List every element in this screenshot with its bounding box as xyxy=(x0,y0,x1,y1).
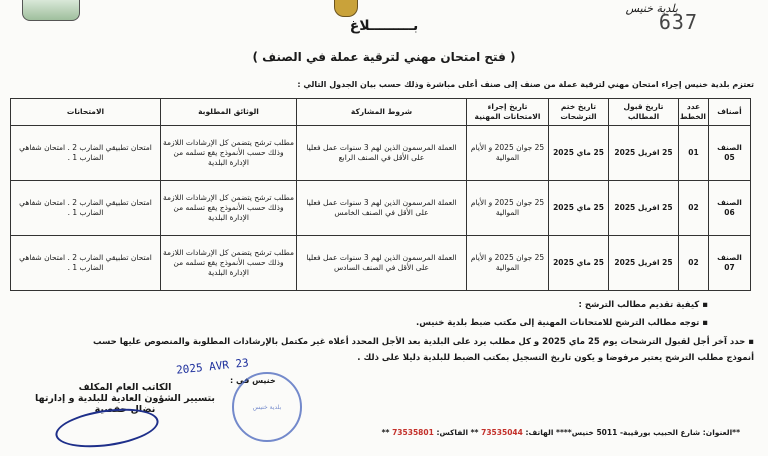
cell-conditions: العملة المرسمون الذين لهم 3 سنوات عمل فعليا على الأقل في الصنف الرابع xyxy=(297,126,467,181)
page-subtitle: ( فتح امتحان مهني لترقية عملة في الصنف ) xyxy=(252,50,516,64)
cell-category: الصنف 05 xyxy=(709,126,751,181)
cell-close-date: 25 ماي 2025 xyxy=(549,181,609,236)
cell-conditions: العملة المرسمون الذين لهم 3 سنوات عمل فعليا على الأقل في الصنف السادس xyxy=(297,236,467,291)
cell-exams: امتحان تطبيقي الضارب 2 . امتحان شفاهي الضارب 1 . xyxy=(11,181,161,236)
page-title: بـــــــــلاغ xyxy=(349,18,419,34)
cell-exam-date: 25 جوان 2025 و الأيام الموالية xyxy=(467,181,549,236)
cell-documents: مطلب ترشح يتضمن كل الإرشادات اللازمة وذلك حسب الأنموذج يقع تسلمه من الإدارة البلدية xyxy=(161,126,297,181)
cell-accept-date: 25 افريل 2025 xyxy=(609,236,679,291)
date-stamp: 2025 AVR 23 xyxy=(175,356,250,377)
cell-documents: مطلب ترشح يتضمن كل الإرشادات اللازمة وذلك حسب الأنموذج يقع تسلمه من الإدارة البلدية xyxy=(161,181,297,236)
table-row xyxy=(11,236,751,291)
header-plans: عدد الخطط xyxy=(679,99,709,126)
header-accept-date: تاريخ قبول المطالب xyxy=(609,99,679,126)
place-date-label: خنيس في : xyxy=(230,376,276,385)
cell-exam-date: 25 جوان 2025 و الأيام الموالية xyxy=(467,126,549,181)
cell-plans: 02 xyxy=(679,181,709,236)
table-row xyxy=(11,126,751,181)
seal-text: بلدية خنيس xyxy=(252,403,282,411)
header-category: أصناف xyxy=(709,99,751,126)
exam-table xyxy=(10,98,751,291)
send-to-note: ▪ توجه مطالب الترشح للامتحانات المهنية إلى مكتب ضبط بلدية خنيس. xyxy=(416,318,708,328)
footer-fax-label: ** الفاكس: xyxy=(436,428,479,437)
deadline-note-line1: ▪ حدد آخر أجل لقبول الترشحات يوم 25 ماي 2025 و كل مطلب يرد على البلدية بعد الأجل المحدد أعلاه غير مكتمل بالإرشادات المطلوبة والمنصوص عليها حسب xyxy=(14,337,754,347)
cell-conditions: العملة المرسمون الذين لهم 3 سنوات عمل فعليا على الأقل في الصنف الخامس xyxy=(297,181,467,236)
footer-phone: 73535044 xyxy=(481,428,523,437)
signatory-role: الكاتب العام المكلف xyxy=(78,382,172,393)
cell-category: الصنف 07 xyxy=(709,236,751,291)
cell-close-date: 25 ماي 2025 xyxy=(549,236,609,291)
header-documents: الوثائق المطلوبة xyxy=(161,99,297,126)
header-exam-date: تاريخ إجراء الامتحانات المهنية xyxy=(467,99,549,126)
cell-plans: 01 xyxy=(679,126,709,181)
header-conditions: شروط المشاركة xyxy=(297,99,467,126)
how-to-apply-heading: ▪ كيفية تقديم مطالب الترشح : xyxy=(579,300,708,310)
footer-contact xyxy=(60,428,740,437)
table-header-row xyxy=(11,99,751,126)
footer-end: ** xyxy=(381,428,390,437)
cell-documents: مطلب ترشح يتضمن كل الإرشادات اللازمة وذلك حسب الأنموذج يقع تسلمه من الإدارة البلدية xyxy=(161,236,297,291)
cell-exams: امتحان تطبيقي الضارب 2 . امتحان شفاهي الضارب 1 . xyxy=(11,236,161,291)
cell-category: الصنف 06 xyxy=(709,181,751,236)
header-exams: الامتحانات xyxy=(11,99,161,126)
footer-fax: 73535801 xyxy=(392,428,434,437)
table-row xyxy=(11,181,751,236)
intro-text: تعتزم بلدية خنيس إجراء امتحان مهني لترقية عملة من صنف إلى صنف أعلى مباشرة وذلك حسب بيان الجدول التالي : xyxy=(297,80,754,89)
footer-address: **العنوان: شارع الحبيب بورقيبة- 5011 خنيس**** xyxy=(556,428,740,437)
cell-exam-date: 25 جوان 2025 و الأيام الموالية xyxy=(467,236,549,291)
signatory-role-2: بتسيير الشؤون العادية للبلدية و إدارتها xyxy=(35,393,215,404)
cell-accept-date: 25 افريل 2025 xyxy=(609,181,679,236)
cell-exams: امتحان تطبيقي الضارب 2 . امتحان شفاهي الضارب 1 . xyxy=(11,126,161,181)
signatory-name: نضال حفصية xyxy=(94,404,156,415)
national-emblem xyxy=(334,0,358,17)
header-close-date: تاريخ ختم الترشحات xyxy=(549,99,609,126)
cell-accept-date: 25 افريل 2025 xyxy=(609,126,679,181)
cell-close-date: 25 ماي 2025 xyxy=(549,126,609,181)
document-number: 637 xyxy=(658,10,698,34)
cell-plans: 02 xyxy=(679,236,709,291)
footer-phone-label: الهاتف: xyxy=(525,428,554,437)
deadline-note-line2: أنموذج مطلب الترشح يعتبر مرفوضا و يكون تاريخ التسجيل بمكتب الضبط للبلدية دليلا على ذلك . xyxy=(357,353,754,363)
municipality-name: بلدية خنيس xyxy=(625,2,678,15)
